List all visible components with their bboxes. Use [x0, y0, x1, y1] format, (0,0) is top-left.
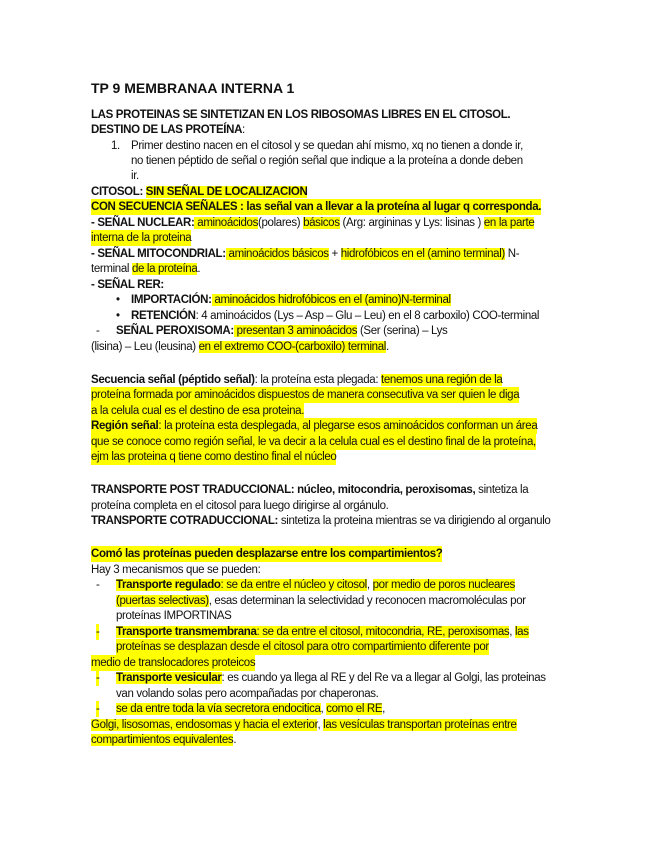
text-line: (puertas selectivas), esas determinan la selectividad y reconocen macromoléculas por: [116, 595, 526, 607]
text-line: Golgi, lisosomas, endosomas y hacia el exterior, las vesículas transportan proteínas entre: [91, 719, 517, 731]
text-line: terminal de la proteína.: [91, 263, 201, 275]
senal-peroxisoma-line: - SEÑAL PEROXISOMA: presentan 3 aminoácidos (Ser (serina) – Lys: [96, 325, 448, 337]
transporte-vesicular-item: - Transporte vesicular: es cuando ya llega al RE y del Re va a llegar al Golgi, las proteinas: [96, 672, 546, 684]
text-line: que se conoce como región señal, le va decir a la celula cual es el destino final de la proteína,: [91, 436, 536, 448]
text-line: compartimientos equivalentes.: [91, 734, 237, 746]
text-line: van volando solas pero acompañadas por chaperonas.: [116, 688, 379, 700]
question-heading: Comó las proteínas pueden desplazarse entre los compartimientos?: [91, 548, 443, 560]
heading-proteinas: LAS PROTEINAS SE SINTETIZAN EN LOS RIBOSOMAS LIBRES EN EL CITOSOL.: [91, 109, 511, 121]
transporte-transmembrana-item: - Transporte transmembrana: se da entre el citosol, mitocondria, RE, peroxisomas, las: [96, 626, 529, 638]
transporte-post-line: TRANSPORTE POST TRADUCCIONAL: núcleo, mitocondria, peroxisomas, sintetiza la: [91, 484, 529, 496]
text-line: ejm las proteina q tiene como destino final el núcleo: [91, 451, 337, 463]
senal-rer-line: - SEÑAL RER:: [91, 279, 164, 291]
text-line: (lisina) – Leu (leusina) en el extremo COO-(carboxilo) terminal.: [91, 341, 389, 353]
secuencia-senal-line: Secuencia señal (péptido señal): la proteína esta plegada: tenemos una región de la: [91, 374, 503, 386]
senal-nuclear-line: - SEÑAL NUCLEAR: aminoácidos(polares) básicos (Arg: argininas y Lys: lisinas ) en la parte: [91, 217, 535, 229]
text-line: Hay 3 mecanismos que se pueden:: [91, 564, 261, 576]
text-line: no tienen péptido de señal o región señal que indique a la proteína a donde deben: [131, 155, 523, 167]
transporte-cotraduccional-line: TRANSPORTE COTRADUCCIONAL: sintetiza la proteina mientras se va dirigiendo al organulo: [91, 515, 551, 527]
text-line: proteína completa en el citosol para luego dirigirse al orgánulo.: [91, 500, 389, 512]
transporte-regulado-item: - Transporte regulado: se da entre el núcleo y citosol, por medio de poros nucleares: [96, 579, 515, 591]
text-line: proteína formada por aminoácidos dispuestos de manera consecutiva va ser quien le diga: [91, 389, 520, 401]
via-secretora-item: - se da entre toda la vía secretora endocitica, como el RE,: [96, 703, 386, 715]
heading-destino: DESTINO DE LAS PROTEÍNA:: [91, 124, 245, 136]
text-line: ir.: [131, 170, 139, 182]
text-line: proteínas IMPORTINAS: [116, 610, 232, 622]
text-line: medio de translocadores proteicos: [91, 657, 256, 669]
secuencia-line: CON SECUENCIA SEÑALES : las señal van a llevar a la proteína al lugar q corresponda.: [91, 201, 542, 213]
list-item-1: 1. Primer destino nacen en el citosol y se quedan ahí mismo, xq no tienen a donde ir,: [111, 140, 523, 152]
senal-mitocondrial-line: - SEÑAL MITOCONDRIAL: aminoácidos básicos + hidrofóbicos en el (amino terminal) N-: [91, 248, 520, 260]
text-line: interna de la proteina: [91, 232, 192, 244]
document-title: TP 9 MEMBRANAA INTERNA 1: [91, 80, 295, 96]
text-line: proteínas se desplazan desde el citosol para otro compartimiento diferente por: [116, 641, 489, 653]
citosol-line: CITOSOL: SIN SEÑAL DE LOCALIZACION: [91, 186, 308, 198]
bullet-retencion: • RETENCIÓN: 4 aminoácidos (Lys – Asp – Glu – Leu) en el 8 carboxilo) COO-terminal: [116, 310, 540, 322]
bullet-importacion: • IMPORTACIÓN: aminoácidos hidrofóbicos en el (amino)N-terminal: [116, 294, 451, 306]
text-line: a la celula cual es el destino de esa proteina.: [91, 405, 305, 417]
region-senal-line: Región señal: la proteína esta desplegada, al plegarse esos aminoácidos conforman un área: [91, 420, 538, 432]
